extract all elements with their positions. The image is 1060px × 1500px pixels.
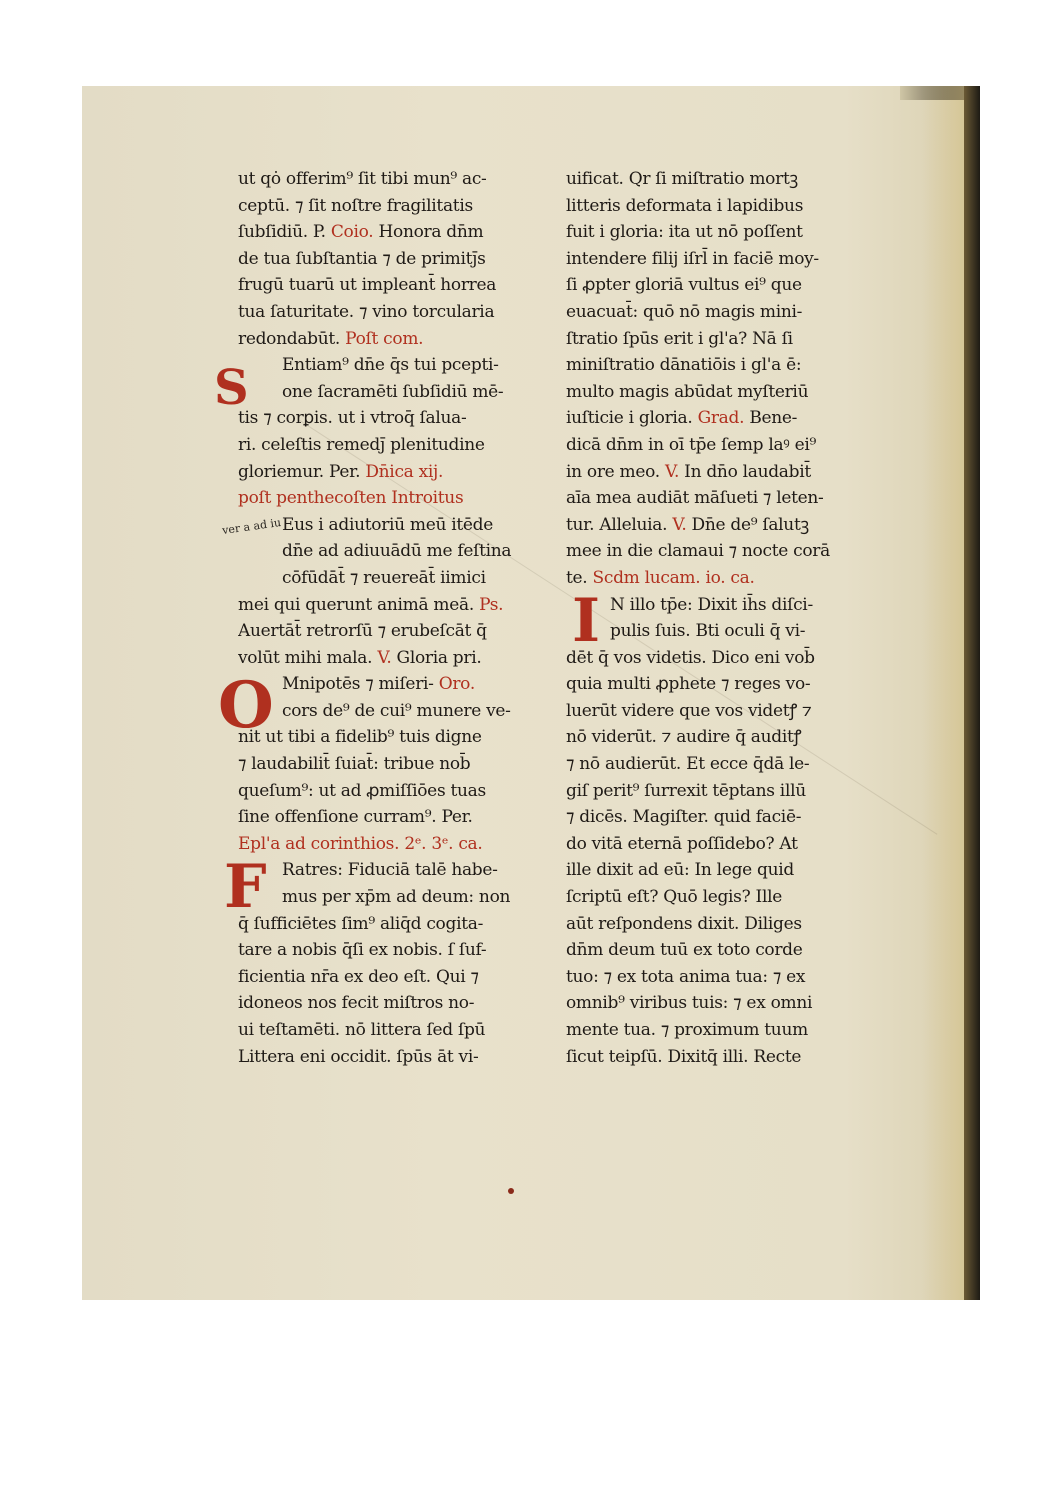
- line-text: aūt reſpondens dixit. Diliges: [566, 913, 802, 934]
- text-line: [238, 751, 548, 778]
- line-text: Entiam⁹ dn̄e q̄s tui pcepti-: [282, 355, 499, 376]
- line-text: Mnipotēs ⁊ miſeri-: [282, 674, 439, 695]
- line-text: dēt q̄ vos videtis. Dico eni vob̄: [566, 647, 815, 668]
- text-line: [238, 459, 548, 486]
- text-line: [238, 724, 548, 751]
- text-line: [566, 272, 878, 299]
- line-text: gloriemur. Per.: [238, 461, 366, 482]
- text-line: [566, 538, 878, 565]
- text-line: [238, 698, 548, 725]
- text-line: [238, 352, 548, 379]
- text-line: [566, 405, 878, 432]
- text-line: [566, 671, 878, 698]
- text-line: [566, 352, 878, 379]
- line-text: te.: [566, 567, 593, 588]
- line-text: ſine offenſione curram⁹. Per.: [238, 807, 473, 828]
- line-text: nō viderūt. ⁊ audire q̄ auditꝭ: [566, 727, 802, 748]
- line-tail: Honora dn̄m: [373, 222, 484, 243]
- text-line: [238, 246, 548, 273]
- initial-letter-s: S: [214, 360, 249, 416]
- line-text: uificat. Qr ſi miſtratio mortꝫ: [566, 169, 798, 189]
- text-line: [238, 538, 548, 565]
- text-line: [238, 671, 548, 698]
- line-text: Ratres: Fiduciā talē habe-: [282, 860, 498, 881]
- text-line: [238, 592, 548, 619]
- line-text: ſubſidiū. P.: [238, 222, 331, 243]
- line-text: Auertāt̄ retrorſū ⁊ erubeſcāt q̄: [238, 621, 487, 642]
- right-text-column: [566, 166, 878, 1070]
- rubric-text: V.: [672, 514, 687, 535]
- text-line: [566, 592, 878, 619]
- line-text: Eus i adiutoriū meū itēde: [282, 514, 494, 535]
- text-line: [566, 751, 878, 778]
- line-text: mus per xp̄m ad deum: non: [282, 887, 511, 908]
- line-text: ſcriptū eſt? Quō legis? Ille: [566, 887, 782, 908]
- line-text: giſ perit⁹ ſurrexit tēptans illū: [566, 780, 806, 801]
- rubric-text: Ps.: [479, 594, 504, 615]
- line-text: ſicut teipſū. Dixitq̄ illi. Recte: [566, 1046, 802, 1067]
- text-line: [566, 911, 878, 938]
- text-line: [566, 299, 878, 326]
- text-line: [566, 379, 878, 406]
- text-line: [238, 911, 548, 938]
- line-text: ⁊ nō audierūt. Et ecce q̄dā le-: [566, 754, 810, 775]
- rubric-text: Poſt com.: [345, 328, 424, 349]
- line-text: q̄ ſufficiētes ſim⁹ aliq̄d cogita-: [238, 913, 484, 934]
- rubric-text: Oro.: [438, 674, 475, 695]
- line-text: omnib⁹ viribus tuis: ⁊ ex omni: [566, 993, 813, 1014]
- text-line: [566, 804, 878, 831]
- initial-letter-f: F: [224, 852, 267, 922]
- text-line: [238, 618, 548, 645]
- text-line: [566, 246, 878, 273]
- text-line: [566, 698, 878, 725]
- line-text: tur. Alleluia.: [566, 514, 673, 535]
- line-text: ceptū. ⁊ ſit noſtre fragilitatis: [238, 195, 473, 216]
- line-text: mee in die clamaui ⁊ nocte corā: [566, 541, 830, 562]
- line-text: tua ſaturitate. ⁊ vino torcularia: [238, 301, 495, 322]
- text-line: [566, 219, 878, 246]
- text-line: [566, 485, 878, 512]
- text-line: [238, 778, 548, 805]
- line-text: cors de⁹ de cui⁹ munere ve-: [282, 700, 511, 721]
- line-text: de tua ſubſtantia ⁊ de primitȷ̄s: [238, 248, 486, 269]
- text-line: [566, 1044, 878, 1071]
- line-text: Littera eni occidit. ſpūs āt vi-: [238, 1046, 479, 1067]
- line-text: volūt mihi mala.: [238, 647, 378, 668]
- line-text: miniſtratio dānatiōis i gl'a ē:: [566, 355, 802, 376]
- rubric-text: Coio.: [330, 222, 374, 243]
- text-line: [566, 193, 878, 220]
- text-line: [566, 778, 878, 805]
- line-text: one ſacramēti ſubſidiū mē-: [282, 381, 504, 402]
- line-text: mei qui querunt animā meā.: [238, 594, 480, 615]
- text-line: [238, 405, 548, 432]
- text-line: [566, 432, 878, 459]
- text-line: [566, 459, 878, 486]
- line-text: luerūt videre que vos videtꝭ ⁊: [566, 700, 812, 721]
- line-text: mente tua. ⁊ proximum tuum: [566, 1020, 808, 1040]
- line-text: litteris deformata i lapidibus: [566, 195, 804, 216]
- line-text: quia multi ꝓphete ⁊ reges vo-: [566, 674, 811, 695]
- text-line: [566, 831, 878, 858]
- line-text: do vitā eternā poſſidebo? At: [566, 833, 798, 854]
- rubric-text: Scdm lucam. io. ca.: [592, 567, 755, 588]
- line-text: intendere filij iſrl̄ in faciē moy-: [566, 248, 819, 269]
- rubric-text: Introitus: [391, 488, 464, 509]
- line-text: dn̄e ad adiuuādū me feſtina: [282, 541, 512, 562]
- line-text: ſi ꝓpter gloriā vultus ei⁹ que: [566, 275, 802, 296]
- line-text: iuſticie i gloria.: [566, 408, 698, 429]
- line-text: ut qȯ offerim⁹ ſit tibi mun⁹ ac-: [238, 169, 487, 189]
- text-line: [566, 884, 878, 911]
- text-line: [238, 990, 548, 1017]
- line-text: ⁊ laudabilit̄ ſuiat̄: tribue nob̄: [238, 754, 471, 775]
- line-text: ſtratio ſpūs erit i gl'a? Nā ſi: [566, 328, 793, 349]
- line-text: dicā dn̄m in oī tp̄e ſemp laꝰ ei⁹: [566, 434, 817, 455]
- text-line: [238, 964, 548, 991]
- text-line: [566, 512, 878, 539]
- text-line: [238, 512, 548, 539]
- text-line: [238, 299, 548, 326]
- rubric-text: Grad.: [697, 408, 745, 429]
- book-edge: [964, 86, 980, 1300]
- text-line: [238, 831, 548, 858]
- line-text: nit ut tibi a fidelib⁹ tuis digne: [238, 727, 482, 748]
- text-line: [566, 645, 878, 672]
- text-line: [238, 565, 548, 592]
- text-line: [238, 272, 548, 299]
- text-line: [566, 857, 878, 884]
- text-line: [566, 964, 878, 991]
- page-gutter-shadow: [922, 86, 964, 1300]
- line-text: tuo: ⁊ ex tota anima tua: ⁊ ex: [566, 966, 806, 987]
- text-line: [566, 618, 878, 645]
- left-text-column: [238, 166, 548, 1070]
- text-line: [566, 724, 878, 751]
- line-text: frugū tuarū ut impleant̄ horrea: [238, 275, 497, 296]
- line-text: ui teſtamēti. nō littera ſed ſpū: [238, 1020, 486, 1040]
- line-text: dn̄m deum tuū ex toto corde: [566, 940, 803, 961]
- text-line: [238, 1044, 548, 1071]
- line-text: redondabūt.: [238, 328, 346, 349]
- line-text: ficientia nr̄a ex deo eſt. Qui ⁊: [238, 966, 479, 987]
- text-line: [238, 219, 548, 246]
- text-line: [238, 857, 548, 884]
- line-tail: Gloria pri.: [391, 647, 482, 668]
- text-line: [238, 804, 548, 831]
- line-text: ri. celeſtis remedȷ̄ plenitudine: [238, 434, 485, 455]
- line-text: N illo tp̄e: Dixit ih̄s diſci-: [610, 594, 813, 615]
- text-line: [238, 645, 548, 672]
- ink-spot: [508, 1188, 514, 1194]
- line-text: tare a nobis q̄ſi ex nobis. ſ ſuf-: [238, 940, 487, 961]
- text-line: [238, 937, 548, 964]
- text-line: [238, 884, 548, 911]
- line-text: euacuat̄: quō nō magis mini-: [566, 301, 803, 322]
- text-line: [566, 937, 878, 964]
- marginal-note: ver a ad iu: [221, 515, 282, 538]
- initial-letter-o: O: [218, 668, 274, 743]
- text-line: [238, 379, 548, 406]
- line-text: pulis ſuis. Bti oculi q̄ vi-: [610, 621, 806, 642]
- text-line: [566, 565, 878, 592]
- text-line: [566, 166, 878, 193]
- line-text: in ore meo.: [566, 461, 665, 482]
- line-text: ille dixit ad eū: In lege quid: [566, 860, 794, 881]
- line-text: aīa mea audiāt māſueti ⁊ leten-: [566, 488, 824, 509]
- line-tail: In dn̄o laudabit̄: [679, 461, 811, 482]
- text-line: [238, 193, 548, 220]
- text-line: [238, 485, 548, 512]
- text-line: [566, 990, 878, 1017]
- line-text: Epl'a ad corinthios. 2ᵉ. 3ᵉ. ca.: [238, 833, 483, 854]
- rubric-text: Dn̄ica xij.: [365, 461, 444, 482]
- text-line: [238, 326, 548, 353]
- text-line: [238, 432, 548, 459]
- line-tail: Dn̄e de⁹ ſalutꝫ: [686, 514, 809, 535]
- line-text: idoneos nos fecit miſtros no-: [238, 993, 475, 1014]
- line-text: multo magis abūdat myſteriū: [566, 381, 809, 402]
- line-text: ⁊ dicēs. Magiſter. quid faciē-: [566, 807, 802, 828]
- line-text: poſt penthecoſten: [238, 488, 392, 509]
- line-text: queſum⁹: ut ad ꝓmiſſiōes tuas: [238, 780, 486, 801]
- line-text: tis ⁊ corꝑis. ut i vtroq̄ ſalua-: [238, 408, 467, 429]
- text-line: [566, 326, 878, 353]
- line-tail: Bene-: [744, 408, 798, 429]
- line-text: fuit i gloria: ita ut nō poſſent: [566, 222, 803, 243]
- initial-letter-i: I: [572, 586, 601, 656]
- text-line: [566, 1017, 878, 1044]
- rubric-text: V.: [377, 647, 392, 668]
- rubric-text: V.: [664, 461, 680, 482]
- text-line: [238, 1017, 548, 1044]
- text-line: [238, 166, 548, 193]
- line-text: cōfūdāt̄ ⁊ reuereāt̄ iimici: [282, 567, 486, 588]
